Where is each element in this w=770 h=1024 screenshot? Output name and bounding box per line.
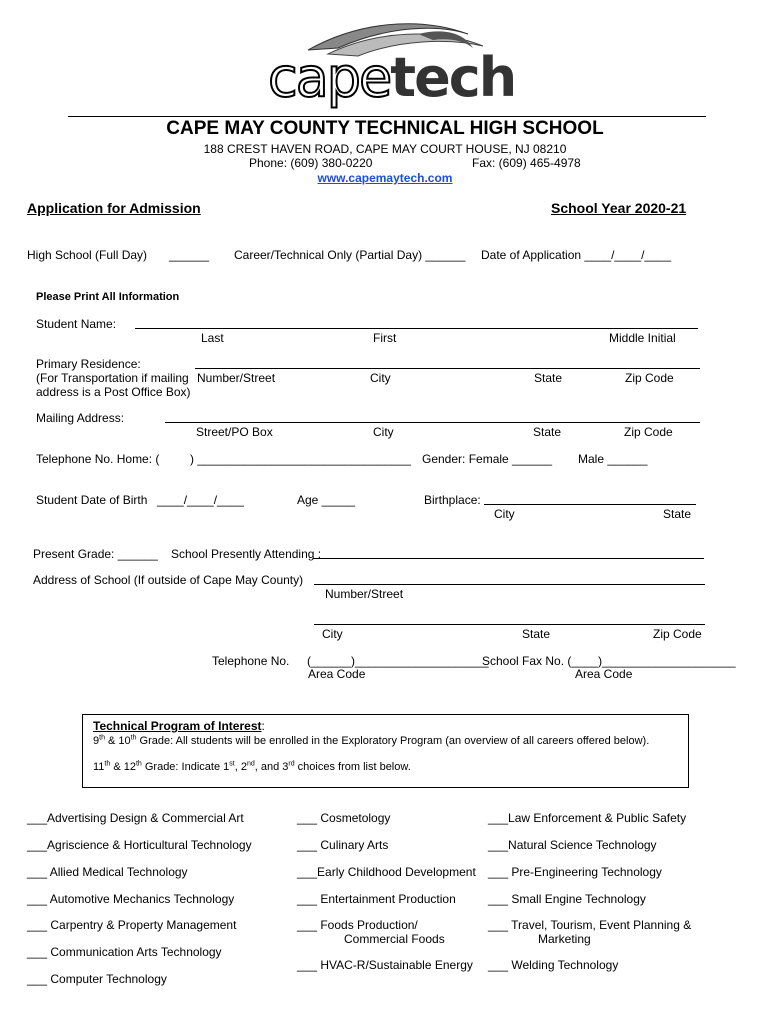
program-option[interactable]: ___ Allied Medical Technology	[27, 865, 188, 879]
sch-state-caption: State	[522, 627, 551, 641]
sch-zip-caption: Zip Code	[653, 627, 702, 641]
program-interest-box	[82, 714, 689, 788]
school-phone-area-caption: Area Code	[308, 667, 366, 681]
program-option[interactable]: ___ Communication Arts Technology	[27, 945, 222, 959]
line2-sup3: st	[229, 760, 235, 768]
line2-e: , and 3	[254, 761, 289, 773]
primary-residence-input[interactable]	[195, 368, 700, 369]
school-address-label: Address of School (If outside of Cape May County)	[33, 573, 304, 587]
line1-sup1: th	[99, 734, 105, 742]
program-line-underclass	[93, 735, 649, 747]
school-phone-label: Telephone No.	[212, 654, 290, 668]
mail-zip-caption: Zip Code	[624, 425, 673, 439]
res-street-caption: Number/Street	[197, 371, 276, 385]
mailing-address-label: Mailing Address:	[36, 411, 125, 425]
program-option[interactable]: ___ Computer Technology	[27, 972, 167, 986]
line2-a: 11	[93, 761, 105, 773]
program-option[interactable]: ___ HVAC-R/Sustainable Energy	[297, 958, 473, 972]
program-option[interactable]: ___ Carpentry & Property Management	[27, 918, 237, 932]
home-phone-label: Telephone No. Home: (	[36, 452, 160, 466]
name-middle-caption: Middle Initial	[609, 331, 676, 345]
school-website-link[interactable]: www.capemaytech.com	[317, 171, 453, 185]
program-option-continued: Commercial Foods	[344, 932, 445, 946]
sch-city-caption: City	[322, 627, 343, 641]
high-school-label: High School (Full Day)	[27, 248, 148, 262]
mail-state-caption: State	[533, 425, 562, 439]
program-option[interactable]: ___Agriscience & Horticultural Technology	[27, 838, 252, 852]
school-phone: Phone: (609) 380-0220	[249, 156, 373, 170]
line2-sup1: th	[104, 760, 111, 768]
line2-f: choices from list below.	[294, 761, 411, 773]
high-school-field[interactable]: ______	[169, 248, 210, 262]
sch-street-caption: Number/Street	[325, 587, 404, 601]
line2-c: Grade: Indicate 1	[141, 761, 230, 773]
mail-street-caption: Street/PO Box	[196, 425, 273, 439]
program-heading-text: Technical Program of Interest	[93, 719, 262, 733]
dob-label: Student Date of Birth	[36, 493, 148, 507]
program-option[interactable]: ___ Culinary Arts	[297, 838, 389, 852]
capetech-logo	[268, 14, 518, 110]
logo-text-cape: cape	[268, 46, 391, 109]
form-title: Application for Admission	[27, 200, 201, 216]
program-option[interactable]: ___Early Childhood Development	[297, 865, 476, 879]
dob-field[interactable]: ____/____/____	[157, 493, 244, 507]
primary-residence-note-2: address is a Post Office Box)	[36, 385, 191, 399]
school-address: 188 CREST HAVEN ROAD, CAPE MAY COURT HOUSE, NJ 08210	[203, 142, 567, 156]
print-instruction: Please Print All Information	[36, 291, 180, 303]
program-option[interactable]: ___ Foods Production/	[297, 918, 418, 932]
logo-wordmark	[268, 48, 515, 108]
program-option[interactable]: ___ Entertainment Production	[297, 892, 456, 906]
date-of-application-field[interactable]: Date of Application ____/____/____	[481, 248, 672, 262]
program-option[interactable]: ___Natural Science Technology	[488, 838, 657, 852]
bp-city-caption: City	[494, 507, 515, 521]
line1-c: Grade: All students will be enrolled in the Exploratory Program (an overview of all careers offered below).	[136, 735, 650, 747]
line2-sup4: nd	[246, 760, 255, 768]
name-last-caption: Last	[201, 331, 224, 345]
program-option[interactable]: ___ Small Engine Technology	[488, 892, 646, 906]
program-heading	[93, 719, 265, 733]
header-rule	[68, 116, 706, 117]
student-name-input[interactable]	[135, 328, 698, 329]
school-attending-input[interactable]	[313, 558, 704, 559]
school-fax-area-caption: Area Code	[575, 667, 633, 681]
mail-city-caption: City	[373, 425, 394, 439]
primary-residence-note-1: (For Transportation if mailing	[36, 371, 189, 385]
birthplace-input[interactable]	[484, 504, 696, 505]
logo-text-tech: tech	[390, 46, 516, 109]
line2-sup5: rd	[288, 760, 295, 768]
program-option[interactable]: ___ Welding Technology	[488, 958, 619, 972]
primary-residence-label: Primary Residence:	[36, 357, 141, 371]
home-phone-field[interactable]: ) ________________________________	[190, 452, 411, 466]
gender-female-field[interactable]: Gender: Female ______	[422, 452, 553, 466]
mailing-address-input[interactable]	[165, 422, 700, 423]
res-state-caption: State	[534, 371, 563, 385]
program-option[interactable]: ___ Automotive Mechanics Technology	[27, 892, 235, 906]
line1-sup2: th	[130, 734, 137, 742]
career-only-field[interactable]: Career/Technical Only (Partial Day) ______	[234, 248, 466, 262]
birthplace-label: Birthplace:	[424, 493, 481, 507]
school-street-input[interactable]	[314, 584, 705, 585]
program-option[interactable]: ___ Pre-Engineering Technology	[488, 865, 662, 879]
school-year: School Year 2020-21	[551, 200, 687, 216]
program-option[interactable]: ___Advertising Design & Commercial Art	[27, 811, 244, 825]
age-field[interactable]: Age _____	[297, 493, 356, 507]
program-option[interactable]: ___Law Enforcement & Public Safety	[488, 811, 687, 825]
gender-male-field[interactable]: Male ______	[578, 452, 648, 466]
line1-b: & 10	[104, 735, 131, 747]
program-option[interactable]: ___ Travel, Tourism, Event Planning &	[488, 918, 692, 932]
school-phone-field[interactable]: (______)____________________	[307, 654, 489, 668]
program-heading-colon: :	[261, 719, 265, 733]
res-city-caption: City	[370, 371, 391, 385]
student-name-label: Student Name:	[36, 317, 117, 331]
line2-b: & 12	[110, 761, 136, 773]
school-name: CAPE MAY COUNTY TECHNICAL HIGH SCHOOL	[166, 118, 604, 139]
school-city-input[interactable]	[314, 624, 705, 625]
line1-a: 9	[93, 735, 100, 747]
name-first-caption: First	[373, 331, 397, 345]
line2-d: , 2	[234, 761, 247, 773]
bp-state-caption: State	[663, 507, 692, 521]
program-line-upperclass	[93, 761, 411, 773]
school-fax: Fax: (609) 465-4978	[472, 156, 581, 170]
program-option[interactable]: ___ Cosmetology	[297, 811, 391, 825]
present-grade-field[interactable]: Present Grade: ______	[33, 547, 158, 561]
program-option-continued: Marketing	[538, 932, 591, 946]
school-fax-field[interactable]: School Fax No. (____)____________________	[482, 654, 736, 668]
line2-sup2: th	[135, 760, 142, 768]
res-zip-caption: Zip Code	[625, 371, 674, 385]
school-attending-label: School Presently Attending :	[171, 547, 322, 561]
